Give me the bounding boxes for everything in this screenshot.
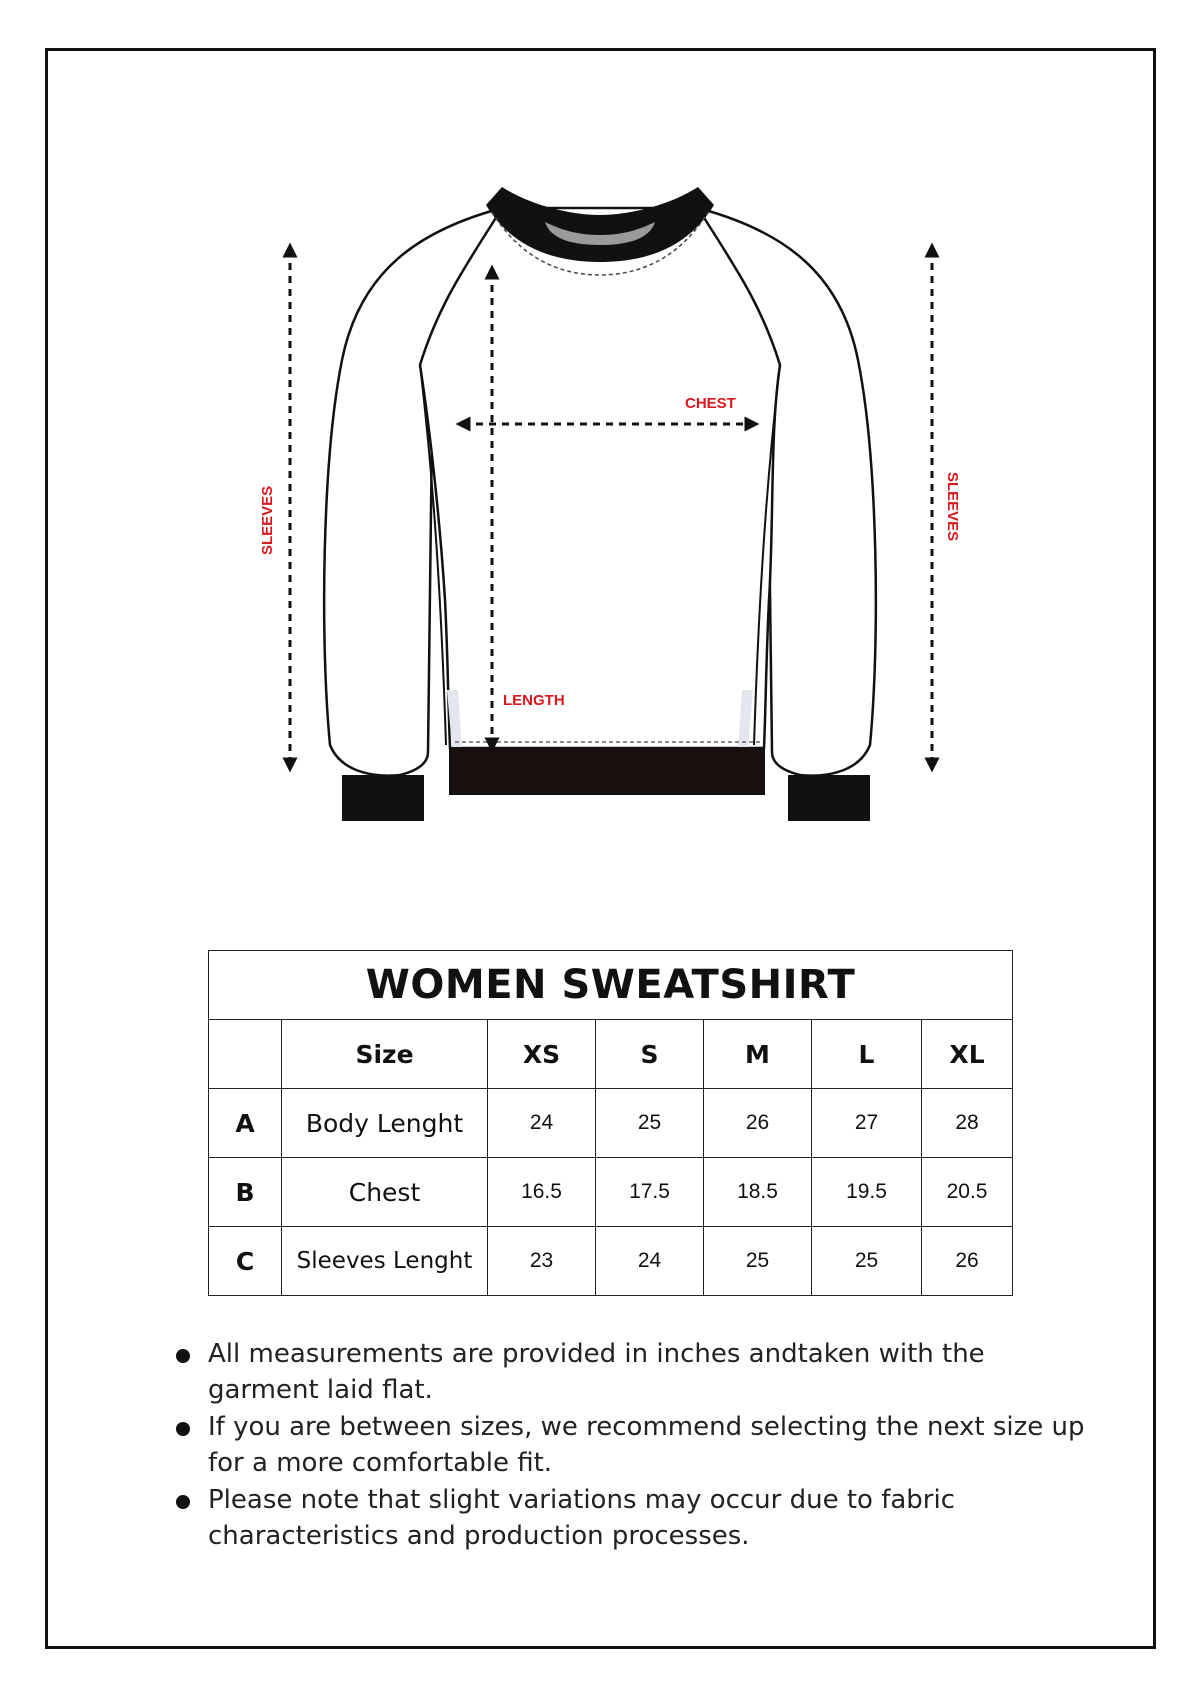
table-header-row (209, 1020, 1013, 1089)
list-item (170, 1482, 1100, 1554)
table-cell: 28 (922, 1089, 1013, 1158)
table-cell: 27 (812, 1089, 922, 1158)
note-text: If you are between sizes, we recommend selecting the next size up for a more comfortable fit. (208, 1412, 1085, 1478)
list-item (170, 1336, 1100, 1408)
row-letter: A (209, 1089, 282, 1158)
row-letter: B (209, 1158, 282, 1227)
notes-list (170, 1336, 1100, 1555)
chest-label: CHEST (685, 395, 736, 412)
header-size: Size (282, 1020, 488, 1089)
table-cell: 16.5 (488, 1158, 596, 1227)
size-chart-table (208, 950, 1013, 1296)
table-row (209, 1227, 1013, 1296)
table-cell: 23 (488, 1227, 596, 1296)
header-empty (209, 1020, 282, 1089)
table-row (209, 1089, 1013, 1158)
sleeves-left-label: SLEEVES (259, 485, 276, 555)
table-title: WOMEN SWEATSHIRT (209, 951, 1013, 1020)
table-cell: 17.5 (596, 1158, 704, 1227)
header-xl: XL (922, 1020, 1013, 1089)
table-cell: 26 (922, 1227, 1013, 1296)
table-cell: 24 (596, 1227, 704, 1296)
note-text: Please note that slight variations may occur due to fabric characteristics and production processes. (208, 1485, 956, 1551)
header-s: S (596, 1020, 704, 1089)
table-row (209, 1158, 1013, 1227)
table-cell: 25 (812, 1227, 922, 1296)
bullet-icon (176, 1349, 190, 1363)
left-cuff (342, 775, 424, 821)
table-cell: 24 (488, 1089, 596, 1158)
header-xs: XS (488, 1020, 596, 1089)
header-l: L (812, 1020, 922, 1089)
body (420, 208, 780, 748)
right-cuff (788, 775, 870, 821)
table-cell: 18.5 (704, 1158, 812, 1227)
table-cell: 19.5 (812, 1158, 922, 1227)
length-label: LENGTH (503, 692, 565, 709)
row-name: Chest (282, 1158, 488, 1227)
sleeves-right-label: SLEEVES (944, 472, 961, 542)
header-m: M (704, 1020, 812, 1089)
list-item (170, 1409, 1100, 1481)
table-cell: 25 (704, 1227, 812, 1296)
bullet-icon (176, 1495, 190, 1509)
note-text: All measurements are provided in inches andtaken with the garment laid flat. (208, 1339, 985, 1405)
hem-rib (450, 748, 764, 794)
table-cell: 20.5 (922, 1158, 1013, 1227)
table-cell: 26 (704, 1089, 812, 1158)
bullet-icon (176, 1422, 190, 1436)
row-name: Sleeves Lenght (282, 1227, 488, 1296)
row-name: Body Lenght (282, 1089, 488, 1158)
table-cell: 25 (596, 1089, 704, 1158)
row-letter: C (209, 1227, 282, 1296)
